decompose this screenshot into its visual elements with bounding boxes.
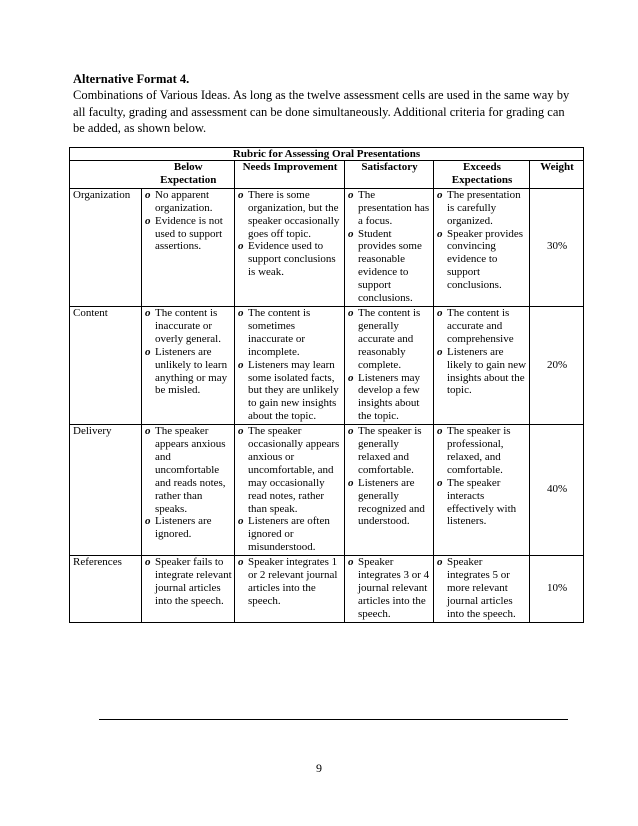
header-needs-improvement: Needs Improvement <box>235 161 345 189</box>
list-item <box>348 425 431 477</box>
list-item <box>348 189 431 228</box>
list-item <box>238 359 342 424</box>
bullet-icon: o <box>145 306 151 319</box>
list-item <box>145 556 232 608</box>
bullet-icon: o <box>348 371 354 384</box>
intro-paragraph: Combinations of Various Ideas. As long as the twelve assessment cells are used in the same way by all faculty, grading and assessment can be done simultaneously. Additional criteria for grading can be added, as shown below. <box>73 88 570 135</box>
bullet-icon: o <box>145 214 151 227</box>
needs-improvement-cell <box>235 306 345 424</box>
criteria-list <box>145 307 232 397</box>
table-row <box>70 306 584 424</box>
weight-cell: 30% <box>530 188 584 306</box>
list-item <box>238 307 342 359</box>
bullet-icon: o <box>238 358 244 371</box>
list-item <box>437 307 527 346</box>
bullet-icon: o <box>348 188 354 201</box>
criteria-list <box>348 425 431 528</box>
bullet-icon: o <box>348 425 354 438</box>
header-satisfactory: Satisfactory <box>345 161 434 189</box>
criteria-list <box>348 307 431 423</box>
list-item <box>238 189 342 241</box>
bullet-icon: o <box>348 556 354 569</box>
criteria-text: Speaker integrates 1 or 2 relevant journal articles into the speech. <box>248 556 338 607</box>
list-item <box>238 425 342 515</box>
weight-cell: 40% <box>530 425 584 556</box>
needs-improvement-cell <box>235 556 345 623</box>
bullet-icon: o <box>145 556 151 569</box>
header-below-expectation: Below Expectation <box>142 161 235 189</box>
list-item <box>437 477 527 529</box>
criteria-text: Speaker integrates 5 or more relevant journal articles into the speech. <box>447 556 516 620</box>
bullet-icon: o <box>238 306 244 319</box>
criteria-list <box>238 425 342 554</box>
satisfactory-cell <box>345 188 434 306</box>
list-item <box>145 515 232 541</box>
section-heading: Alternative Format 4. <box>73 72 190 86</box>
criteria-text: Listeners may develop a few insights about the topic. <box>358 371 421 423</box>
list-item <box>145 307 232 346</box>
criteria-text: The content is accurate and comprehensive <box>447 306 514 345</box>
list-item <box>437 228 527 293</box>
needs-improvement-cell <box>235 188 345 306</box>
rubric-title-row <box>70 148 584 161</box>
criteria-list <box>437 556 527 621</box>
exceeds-expectations-cell <box>434 188 530 306</box>
below-expectation-cell <box>142 556 235 623</box>
footer-rule <box>99 719 568 720</box>
criteria-text: Speaker provides convincing evidence to support conclusions. <box>447 227 524 292</box>
page-number: 9 <box>316 761 322 775</box>
exceeds-expectations-cell <box>434 306 530 424</box>
bullet-icon: o <box>238 556 244 569</box>
criteria-list <box>238 307 342 423</box>
satisfactory-cell <box>345 556 434 623</box>
bullet-icon: o <box>437 476 443 489</box>
criterion-label: References <box>70 556 142 623</box>
bullet-icon: o <box>348 306 354 319</box>
exceeds-expectations-cell <box>434 556 530 623</box>
criteria-list <box>145 556 232 608</box>
criteria-text: Speaker fails to integrate relevant journal articles into the speech. <box>155 556 232 607</box>
bullet-icon: o <box>238 515 244 528</box>
table-row <box>70 188 584 306</box>
exceeds-expectations-cell <box>434 425 530 556</box>
list-item <box>145 215 232 254</box>
below-expectation-cell <box>142 306 235 424</box>
table-row <box>70 556 584 623</box>
criteria-text: Listeners are likely to gain new insights about the topic. <box>447 345 527 397</box>
criteria-text: There is some organization, but the speaker occasionally goes off topic. <box>248 188 340 240</box>
criteria-text: No apparent organization. <box>155 188 213 214</box>
bullet-icon: o <box>437 188 443 201</box>
bullet-icon: o <box>348 476 354 489</box>
list-item <box>238 240 342 279</box>
list-item <box>348 556 431 621</box>
criteria-text: The speaker occasionally appears anxious or uncomfortable, and may occasionally read notes, rather than speak. <box>248 425 340 515</box>
criteria-list <box>238 556 342 608</box>
below-expectation-cell <box>142 425 235 556</box>
criteria-text: The content is sometimes inaccurate or incomplete. <box>248 306 311 358</box>
criteria-text: The speaker appears anxious and uncomfortable and reads notes, rather than speaks. <box>155 425 226 515</box>
bullet-icon: o <box>437 425 443 438</box>
bullet-icon: o <box>238 188 244 201</box>
header-weight: Weight <box>530 161 584 189</box>
bullet-icon: o <box>437 227 443 240</box>
criteria-text: Listeners are unlikely to learn anything or may be misled. <box>155 345 228 397</box>
list-item <box>145 346 232 398</box>
criteria-text: The speaker is professional, relaxed, and comfortable. <box>447 425 511 476</box>
list-item <box>348 372 431 424</box>
list-item <box>437 556 527 621</box>
bullet-icon: o <box>437 345 443 358</box>
criteria-text: Listeners are often ignored or misunderstood. <box>248 515 330 554</box>
list-item <box>238 556 342 608</box>
criteria-text: The speaker is generally relaxed and comfortable. <box>358 425 422 476</box>
header-blank-cell <box>70 161 142 189</box>
weight-cell: 10% <box>530 556 584 623</box>
criterion-label: Delivery <box>70 425 142 556</box>
list-item <box>348 307 431 372</box>
criteria-text: Speaker integrates 3 or 4 journal relevant articles into the speech. <box>358 556 430 620</box>
weight-cell: 20% <box>530 306 584 424</box>
rubric-body <box>70 188 584 622</box>
bullet-icon: o <box>348 227 354 240</box>
criteria-list <box>348 189 431 305</box>
criteria-text: The presentation has a focus. <box>358 188 430 227</box>
criterion-label: Content <box>70 306 142 424</box>
rubric-header-row <box>70 161 584 189</box>
criteria-list <box>145 189 232 254</box>
needs-improvement-cell <box>235 425 345 556</box>
criteria-list <box>145 425 232 541</box>
criteria-text: The presentation is carefully organized. <box>447 188 521 227</box>
criteria-list <box>238 189 342 279</box>
criteria-text: Student provides some reasonable evidence to support conclusions. <box>358 227 422 305</box>
bullet-icon: o <box>437 306 443 319</box>
bullet-icon: o <box>145 425 151 438</box>
rubric-table <box>69 147 584 623</box>
criterion-label: Organization <box>70 188 142 306</box>
list-item <box>348 228 431 305</box>
list-item <box>437 189 527 228</box>
criteria-text: Listeners are ignored. <box>155 515 212 541</box>
list-item <box>145 425 232 515</box>
rubric-title: Rubric for Assessing Oral Presentations <box>70 148 584 161</box>
criteria-text: The content is inaccurate or overly general. <box>155 306 221 345</box>
criteria-text: Evidence used to support conclusions is weak. <box>248 240 336 279</box>
list-item <box>348 477 431 529</box>
table-row <box>70 425 584 556</box>
satisfactory-cell <box>345 306 434 424</box>
header-exceeds-expectations: Exceeds Expectations <box>434 161 530 189</box>
list-item <box>437 346 527 398</box>
list-item <box>238 515 342 554</box>
criteria-text: Listeners may learn some isolated facts, but they are unlikely to gain new insights about the topic. <box>248 358 339 423</box>
criteria-text: Evidence is not used to support assertions. <box>155 214 223 253</box>
bullet-icon: o <box>145 188 151 201</box>
criteria-list <box>437 307 527 397</box>
criteria-list <box>348 556 431 621</box>
criteria-text: The content is generally accurate and reasonably complete. <box>358 306 421 371</box>
list-item <box>145 189 232 215</box>
criteria-list <box>437 189 527 292</box>
criteria-list <box>437 425 527 528</box>
bullet-icon: o <box>238 425 244 438</box>
criteria-text: Listeners are generally recognized and understood. <box>358 476 425 528</box>
below-expectation-cell <box>142 188 235 306</box>
bullet-icon: o <box>437 556 443 569</box>
list-item <box>437 425 527 477</box>
bullet-icon: o <box>145 515 151 528</box>
satisfactory-cell <box>345 425 434 556</box>
bullet-icon: o <box>145 345 151 358</box>
criteria-text: The speaker interacts effectively with listeners. <box>447 476 517 528</box>
bullet-icon: o <box>238 240 244 253</box>
